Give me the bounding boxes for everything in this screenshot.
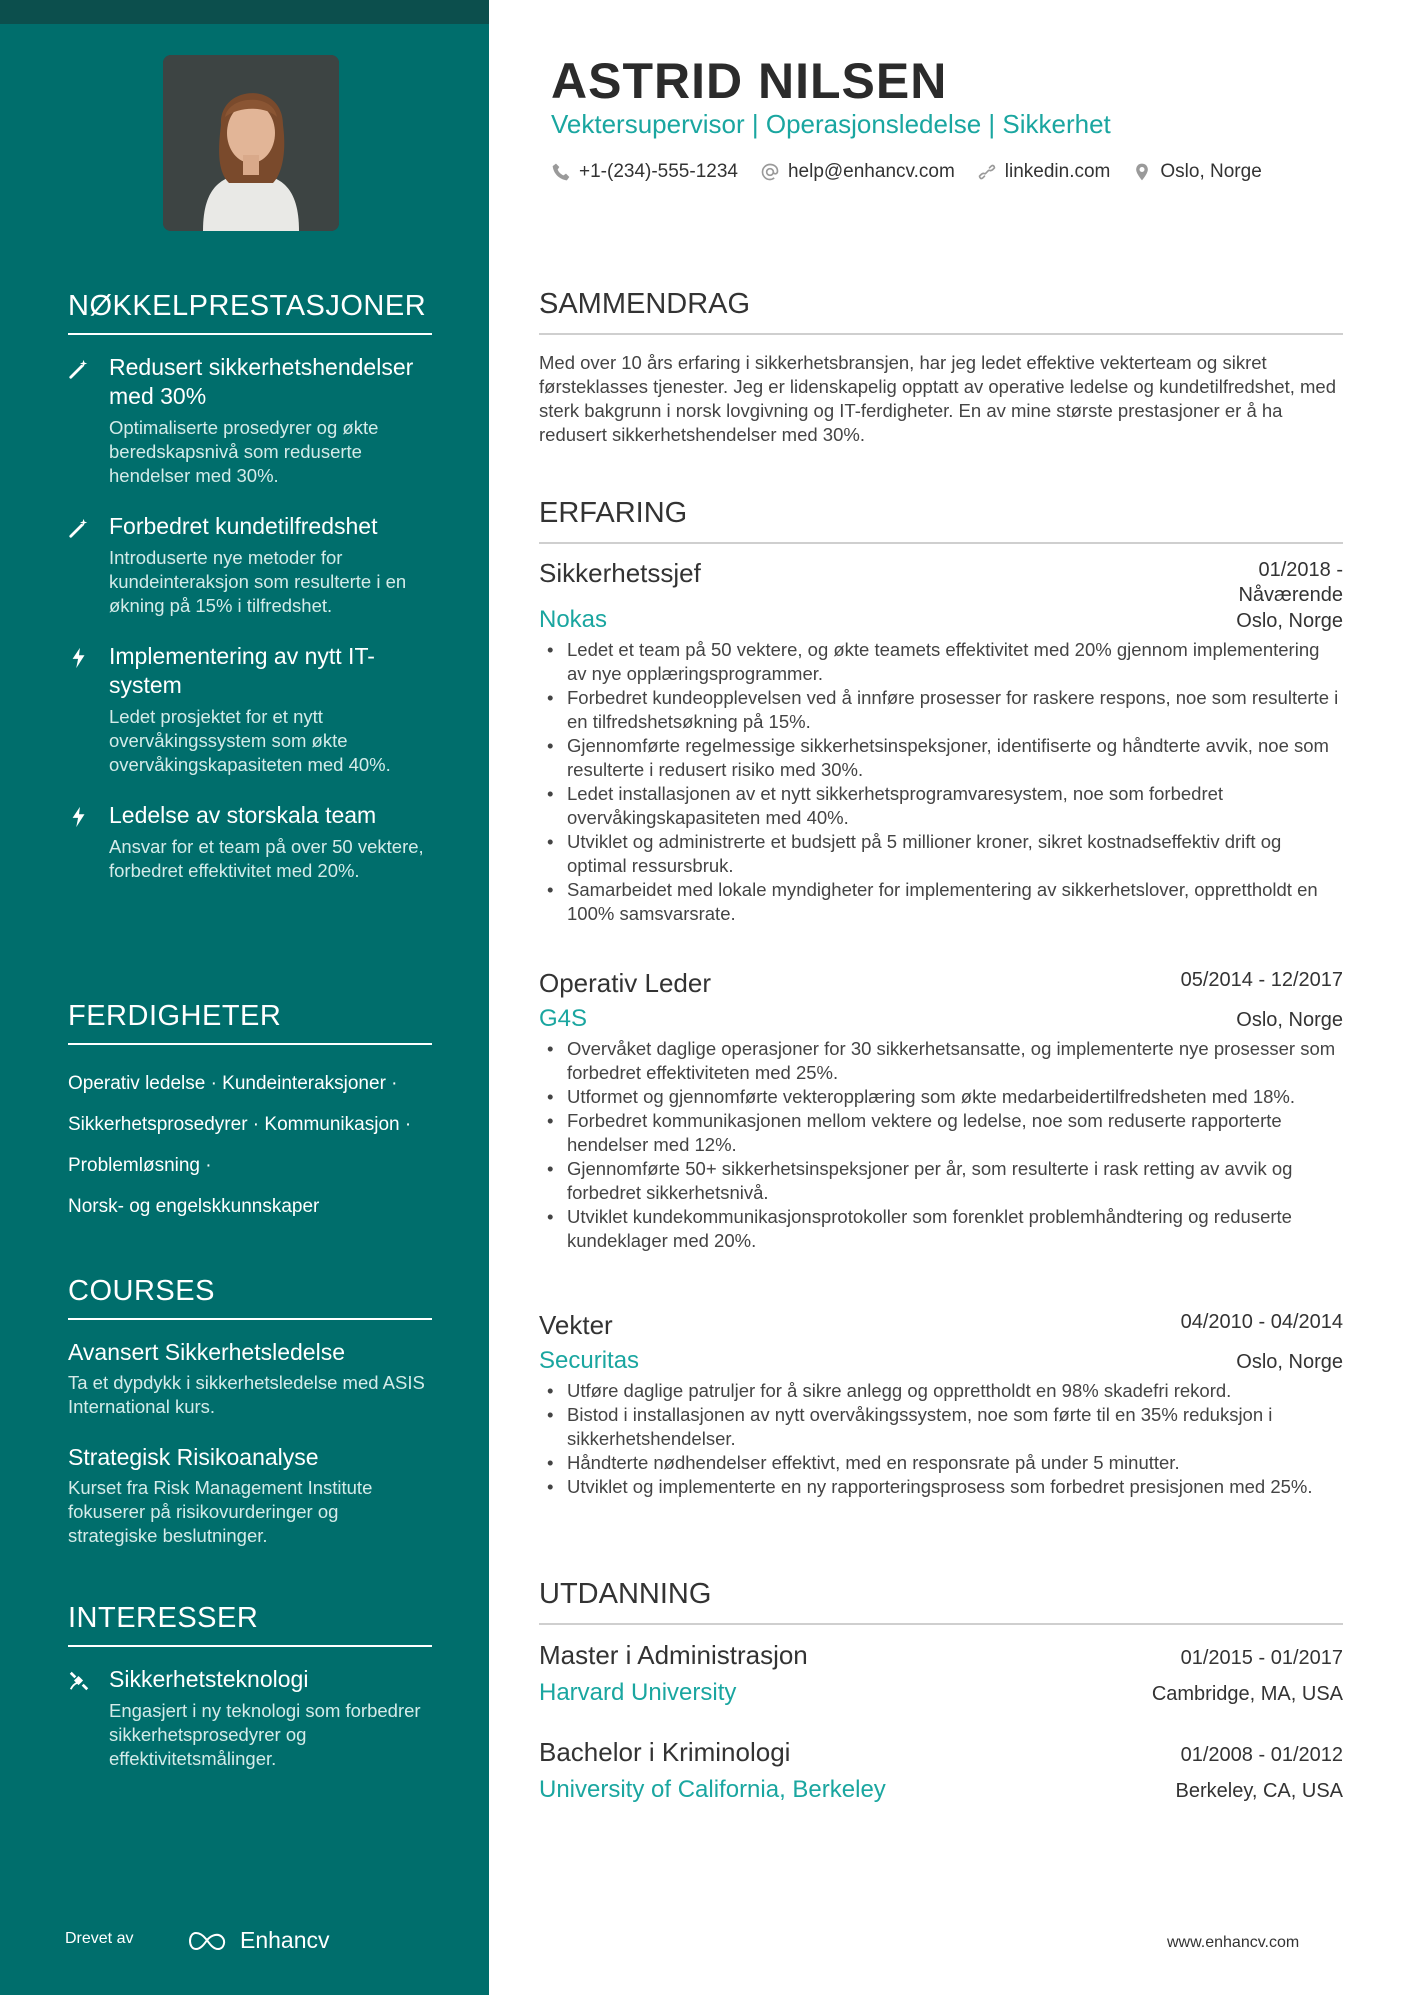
achievement-desc: Introduserte nye metoder for kundeinteraksjon som resulterte i en økning på 15% i tilfredshet. bbox=[109, 547, 407, 616]
edu-location: Berkeley, CA, USA bbox=[1175, 1780, 1343, 1802]
skills-line: Sikkerhetsprosedyrer · Kommunikasjon · bbox=[68, 1114, 412, 1135]
profile-photo bbox=[163, 55, 339, 231]
achievement-title: Implementering av nytt IT-system bbox=[109, 643, 375, 698]
education-title: UTDANNING bbox=[539, 1578, 1343, 1625]
job-bullet: • Samarbeidet med lokale myndigheter for implementering av sikkerhetslover, opprettholdt en 100% samsvarsrate. bbox=[539, 878, 1343, 926]
achievement-item bbox=[68, 512, 432, 618]
phone-icon bbox=[551, 162, 571, 182]
job-entry bbox=[539, 1310, 1343, 1499]
satellite-icon bbox=[68, 1670, 90, 1692]
powered-by-label: Drevet av bbox=[65, 1930, 134, 1947]
skills-line: Problemløsning · bbox=[68, 1155, 212, 1176]
company-name: Securitas bbox=[539, 1347, 640, 1374]
link-icon bbox=[977, 162, 997, 182]
achievements-section bbox=[68, 290, 432, 883]
contact-bar bbox=[551, 161, 1262, 183]
course-desc: Kurset fra Risk Management Institute fokuserer på risikovurderinger og strategiske beslutninger. bbox=[68, 1477, 373, 1546]
phone-text: +1-(234)-555-1234 bbox=[579, 161, 738, 182]
job-bullet: • Utviklet og administrerte et budsjett på 5 millioner kroner, sikret kostnadseffektiv drift og optimal ressursbruk. bbox=[539, 830, 1343, 878]
job-bullet: • Gjennomførte regelmessige sikkerhetsinspeksjoner, identifiserte og håndterte avvik, noe som resulterte i redusert risiko med 30%. bbox=[539, 734, 1343, 782]
education-entry bbox=[539, 1640, 1343, 1707]
job-entry bbox=[539, 968, 1343, 1253]
job-date: 05/2014 - 12/2017 bbox=[1180, 969, 1343, 991]
company-name: Nokas bbox=[539, 606, 608, 633]
interests-title: INTERESSER bbox=[68, 1602, 432, 1647]
infinity-icon bbox=[184, 1929, 230, 1953]
job-bullets bbox=[539, 1379, 1343, 1499]
enhancv-logo[interactable] bbox=[184, 1927, 330, 1954]
job-bullet: • Gjennomførte 50+ sikkerhetsinspeksjoner per år, som resulterte i rask retting av avvik og forbedret sikkerhetsnivå. bbox=[539, 1157, 1343, 1205]
skills-line: Operativ ledelse · Kundeinteraksjoner · bbox=[68, 1073, 398, 1094]
sidebar bbox=[0, 0, 489, 1995]
job-bullets bbox=[539, 638, 1343, 926]
job-date: 04/2010 - 04/2014 bbox=[1180, 1311, 1343, 1333]
lightning-icon bbox=[68, 806, 90, 828]
edu-location: Cambridge, MA, USA bbox=[1151, 1683, 1343, 1705]
course-item bbox=[68, 1338, 432, 1419]
job-bullet: • Forbedret kundeopplevelsen ved å innføre prosesser for raskere respons, noe som resulterte i en tilfredshetsøkning på 15%. bbox=[539, 686, 1343, 734]
job-title: Sikkerhetssjef bbox=[539, 558, 701, 588]
summary-text: Med over 10 års erfaring i sikkerhetsbransjen, har jeg ledet effektive vekterteam og sikret førsteklasses tjenester. Jeg er lidenskapelig opptatt av operative ledelse og kundetilfredshet, med sterk bakgrunn i norsk lovgivning og IT-ferdigheter. En av mine største prestasjoner er å ha redusert sikkerhetshendelser med 30%. bbox=[539, 352, 1336, 445]
skills-title: FERDIGHETER bbox=[68, 1000, 432, 1045]
achievement-item bbox=[68, 353, 432, 488]
job-bullet: • Utviklet kundekommunikasjonsprotokoller som forenklet problemhåndtering og reduserte kundeklager med 20%. bbox=[539, 1205, 1343, 1253]
course-title: Avansert Sikkerhetsledelse bbox=[68, 1339, 345, 1365]
job-bullet: • Utviklet og implementerte en ny rapporteringsprosess som forbedret presisjonen med 25%. bbox=[539, 1475, 1343, 1499]
job-date-line: 01/2018 - bbox=[1258, 559, 1343, 581]
courses-title: COURSES bbox=[68, 1275, 432, 1320]
location-pin-icon bbox=[1132, 162, 1152, 182]
course-item bbox=[68, 1443, 432, 1548]
enhancv-brand: Enhancv bbox=[240, 1927, 330, 1953]
job-bullet: • Ledet installasjonen av et nytt sikkerhetsprogramvaresystem, noe som forbedret overvåkingskapasiteten med 40%. bbox=[539, 782, 1343, 830]
skills-section bbox=[68, 1000, 432, 1227]
job-bullets bbox=[539, 1037, 1343, 1253]
job-location: Oslo, Norge bbox=[1236, 1351, 1343, 1373]
edu-date: 01/2008 - 01/2012 bbox=[1180, 1744, 1343, 1766]
magic-wand-icon bbox=[68, 358, 90, 380]
contact-location bbox=[1132, 161, 1261, 183]
job-entry bbox=[539, 558, 1343, 926]
achievement-title: Redusert sikkerhetshendelser med 30% bbox=[109, 354, 414, 409]
skills-line: Norsk- og engelskkunnskaper bbox=[68, 1196, 320, 1217]
job-location: Oslo, Norge bbox=[1236, 1009, 1343, 1031]
job-bullet: • Håndterte nødhendelser effektivt, med en responsrate på under 5 minutter. bbox=[539, 1451, 1343, 1475]
email-text: help@enhancv.com bbox=[787, 161, 955, 182]
lightning-icon bbox=[68, 647, 90, 669]
contact-email[interactable] bbox=[760, 161, 955, 183]
courses-section bbox=[68, 1275, 432, 1548]
edu-date: 01/2015 - 01/2017 bbox=[1180, 1647, 1343, 1669]
edu-school: Harvard University bbox=[539, 1679, 737, 1706]
education-entry bbox=[539, 1737, 1343, 1804]
experience-title: ERFARING bbox=[539, 497, 1343, 544]
headline: Vektersupervisor | Operasjonsledelse | Sikkerhet bbox=[551, 109, 1111, 139]
skills-list bbox=[68, 1063, 432, 1227]
job-bullet: • Overvåket daglige operasjoner for 30 sikkerhetsansatte, og implementerte nye prosesser som forbedret effektiviteten med 25%. bbox=[539, 1037, 1343, 1085]
summary-title: SAMMENDRAG bbox=[539, 288, 1343, 335]
edu-school: University of California, Berkeley bbox=[539, 1776, 886, 1803]
job-bullet: • Ledet et team på 50 vektere, og økte teamets effektivitet med 20% gjennom implementering av nye opplæringsprogrammer. bbox=[539, 638, 1343, 686]
achievement-item bbox=[68, 801, 432, 883]
achievement-title: Ledelse av storskala team bbox=[109, 802, 377, 828]
course-title: Strategisk Risikoanalyse bbox=[68, 1444, 319, 1470]
company-name: G4S bbox=[539, 1005, 588, 1032]
interest-desc: Engasjert i ny teknologi som forbedrer sikkerhetsprosedyrer og effektivitetsmålinger. bbox=[109, 1700, 421, 1769]
job-bullet: • Utformet og gjennomførte vekteropplæring som økte medarbeidertilfredsheten med 18%. bbox=[539, 1085, 1343, 1109]
job-location: Oslo, Norge bbox=[1236, 610, 1343, 632]
achievement-item bbox=[68, 642, 432, 777]
achievement-desc: Ansvar for et team på over 50 vektere, forbedret effektivitet med 20%. bbox=[109, 836, 424, 881]
location-text: Oslo, Norge bbox=[1160, 161, 1262, 182]
job-bullet: • Forbedret kommunikasjonen mellom vektere og ledelse, noe som reduserte rapporterte hendelser med 12%. bbox=[539, 1109, 1343, 1157]
job-bullet: • Bistod i installasjonen av nytt overvåkingssystem, noe som førte til en 35% reduksjon i sikkerhetshendelser. bbox=[539, 1403, 1343, 1451]
contact-linkedin[interactable] bbox=[977, 161, 1111, 183]
achievement-desc: Optimaliserte prosedyrer og økte beredskapsnivå som reduserte hendelser med 30%. bbox=[109, 417, 379, 486]
edu-degree: Master i Administrasjon bbox=[539, 1640, 808, 1670]
course-desc: Ta et dypdykk i sikkerhetsledelse med ASIS International kurs. bbox=[68, 1372, 425, 1417]
edu-degree: Bachelor i Kriminologi bbox=[539, 1737, 791, 1767]
linkedin-text: linkedin.com bbox=[1004, 161, 1111, 182]
job-date bbox=[1238, 558, 1343, 608]
interest-item bbox=[68, 1665, 432, 1771]
job-title: Operativ Leder bbox=[539, 968, 711, 998]
sidebar-top-bar bbox=[0, 0, 489, 24]
job-date-line: Nåværende bbox=[1238, 584, 1343, 606]
candidate-name: ASTRID NILSEN bbox=[551, 53, 948, 109]
magic-wand-icon bbox=[68, 517, 90, 539]
achievement-desc: Ledet prosjektet for et nytt overvåkingssystem som økte overvåkingskapasiteten med 40%. bbox=[109, 706, 391, 775]
website-link[interactable]: www.enhancv.com bbox=[1167, 1934, 1300, 1951]
interest-title: Sikkerhetsteknologi bbox=[109, 1666, 309, 1692]
job-title: Vekter bbox=[539, 1310, 613, 1340]
achievements-title: NØKKELPRESTASJONER bbox=[68, 290, 432, 335]
achievement-title: Forbedret kundetilfredshet bbox=[109, 513, 378, 539]
contact-phone[interactable] bbox=[551, 161, 738, 183]
job-bullet: • Utføre daglige patruljer for å sikre anlegg og opprettholdt en 98% skadefri rekord. bbox=[539, 1379, 1343, 1403]
at-sign-icon bbox=[760, 162, 780, 182]
interests-section bbox=[68, 1602, 432, 1771]
